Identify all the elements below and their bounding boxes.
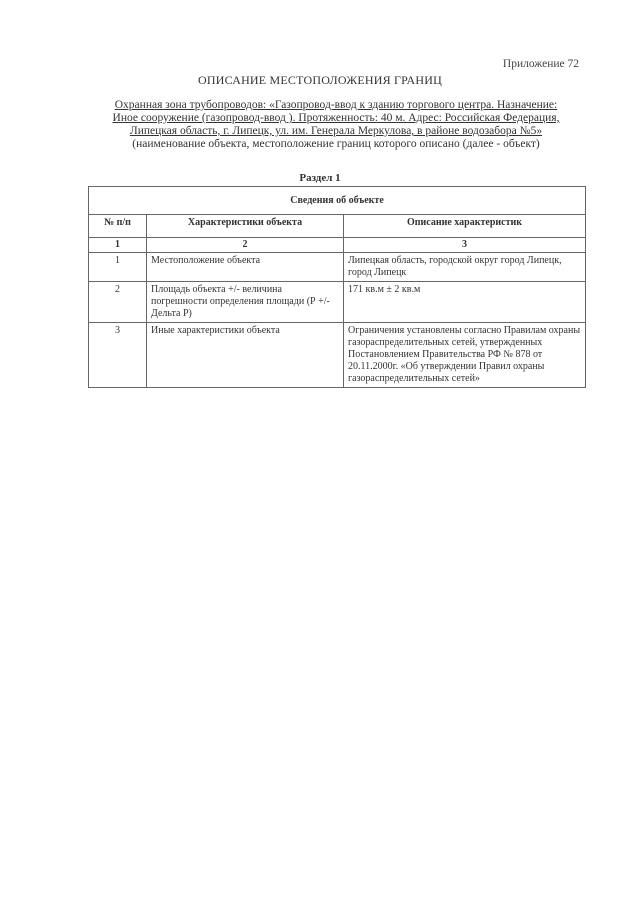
object-caption: (наименование объекта, местоположение границ которого описано (далее - объект)	[132, 138, 540, 150]
table-caption-row	[89, 187, 586, 215]
object-line-3: Липецкая область, г. Липецк, ул. им. Генерала Меркулова, в районе водозабора №5»	[129, 125, 543, 137]
table-row	[89, 253, 586, 282]
column-header-num: № п/п	[89, 215, 147, 238]
row-number: 2	[89, 282, 147, 323]
object-line-1: Охранная зона трубопроводов: «Газопровод-ввод к зданию торгового центра. Назначение:	[114, 99, 558, 111]
column-number: 2	[147, 238, 344, 253]
row-description: 171 кв.м ± 2 кв.м	[344, 282, 586, 323]
document-title: ОПИСАНИЕ МЕСТОПОЛОЖЕНИЯ ГРАНИЦ	[198, 73, 442, 87]
row-characteristic: Площадь объекта +/- величина погрешности определения площади (Р +/- Дельта Р)	[147, 282, 344, 323]
row-description: Ограничения установлены согласно Правилам охраны газораспределительных сетей, утвержденных Постановлением Правительства РФ № 878 от 20.11.2000г. «Об утверждении Правил охраны газораспределительных сетей»	[344, 323, 586, 388]
table-row	[89, 323, 586, 388]
row-characteristic: Иные характеристики объекта	[147, 323, 344, 388]
table-header-row	[89, 215, 586, 238]
object-description	[96, 99, 576, 151]
row-characteristic: Местоположение объекта	[147, 253, 344, 282]
column-numbers-row	[89, 238, 586, 253]
row-number: 1	[89, 253, 147, 282]
column-number: 3	[344, 238, 586, 253]
object-line-2: Иное сооружение (газопровод-ввод ). Протяженность: 40 м. Адрес: Российская Федерация,	[112, 112, 560, 124]
table-caption: Сведения об объекте	[89, 187, 586, 215]
column-number: 1	[89, 238, 147, 253]
row-number: 3	[89, 323, 147, 388]
object-info-table	[88, 186, 586, 388]
appendix-number: Приложение 72	[502, 58, 579, 70]
row-description: Липецкая область, городской округ город Липецк, город Липецк	[344, 253, 586, 282]
section-title: Раздел 1	[299, 172, 341, 184]
column-header-description: Описание характеристик	[344, 215, 586, 238]
column-header-characteristic: Характеристики объекта	[147, 215, 344, 238]
table-row	[89, 282, 586, 323]
